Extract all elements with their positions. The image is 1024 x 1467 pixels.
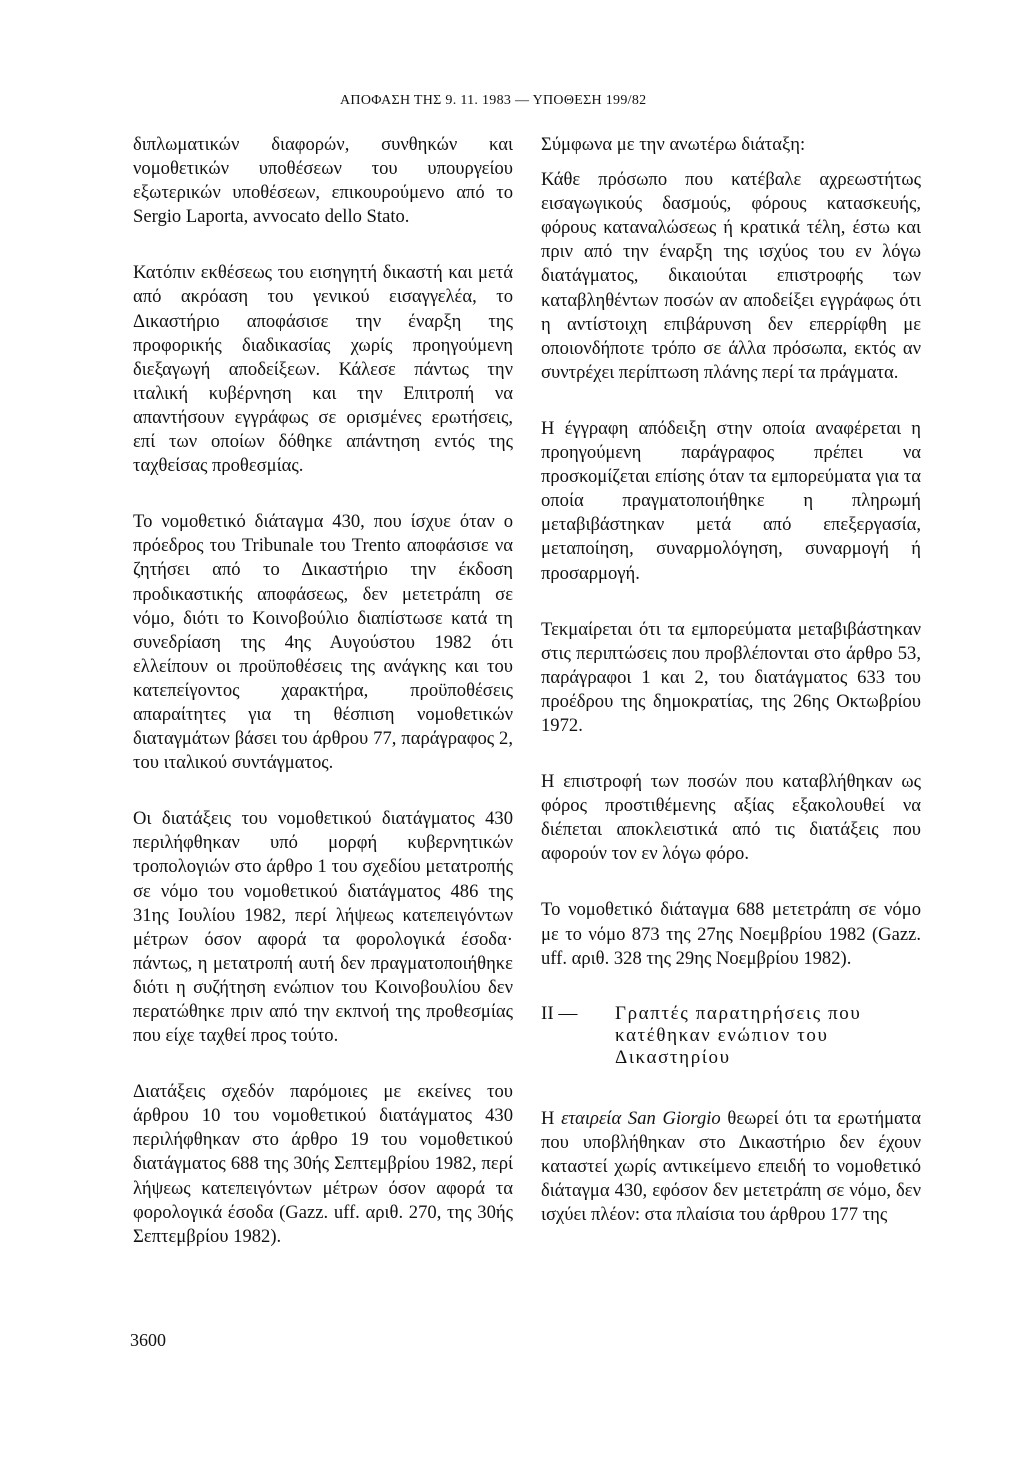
company-name: εταιρεία San Giorgio	[561, 1107, 721, 1129]
right-column	[541, 133, 921, 1259]
paragraph-provision-intro: Σύμφωνα με την ανωτέρω διάταξη:	[541, 134, 806, 155]
paragraph-refund-right: Κάθε πρόσωπο που κατέβαλε αχρεωστήτως εισαγωγικούς δασμούς, φόρους κατασκευής, φόρους καταναλώσεως ή κρατικά τέλη, έστω και πριν από την έναρξη της ισχύος του εν λόγω διατάγματος, δικαιούται επιστροφής των καταβληθέντων ποσών αν αποδείξει εγγράφως ότι η αντίστοιχη επιβάρυνση δεν επερρίφθη με οποιονδήποτε τρόπο σε άλλα πρόσωπα, εκτός αν συντρέχει περίπτωση πλάνης περί τα πράγματα.	[541, 169, 921, 383]
paragraph-decree-688: Διατάξεις σχεδόν παρόμοιες με εκείνες του άρθρου 10 του νομοθετικού διατάγματος 430 περιλήφθηκαν στο άρθρο 19 του νομοθετικού διατάγματος 688 της 30ής Σεπτεμβρίου 1982, περί λήψεως κατεπειγόντων μέτρων όσον αφορά τα φορολογικά έσοδα (Gazz. uff. αριθ. 270, της 30ής Σεπτεμβρίου 1982).	[133, 1081, 513, 1247]
paragraph-decree-430: Το νομοθετικό διάταγμα 430, που ίσχυε όταν ο πρόεδρος του Tribunale του Trento αποφάσισε να ζητήσει από το Δικαστήριο την έκδοση προδικαστικής αποφάσεως, δεν μετετράπη σε νόμο, διότι το Κοινοβούλιο διαπίστωσε κατά τη συνεδρίαση της 4ης Αυγούστου 1982 ότι ελλείπουν οι προϋποθέσεις της ανάγκης και του κατεπείγοντος χαρακτήρα, προϋποθέσεις απαραίτητες για τη θέσπιση νομοθετικών διαταγμάτων βάσει του άρθρου 77, παράγραφος 2, του ιταλικού συντάγματος.	[133, 511, 513, 774]
paragraph-conversion-law: Το νομοθετικό διάταγμα 688 μετετράπη σε νόμο με το νόμο 873 της 27ης Νοεμβρίου 1982 (Gazz. uff. αριθ. 328 της 29ης Νοεμβρίου 1982).	[541, 899, 921, 969]
paragraph-vat-refund: Η επιστροφή των ποσών που καταβλήθηκαν ως φόρος προστιθέμενης αξίας εξακολουθεί να διέπεται αποκλειστικά από τις διατάξεις που αφορούν τον εν λόγω φόρο.	[541, 771, 921, 865]
san-giorgio-prefix: Η	[541, 1107, 562, 1129]
section-heading	[541, 1003, 921, 1069]
paragraph-decree-486: Οι διατάξεις του νομοθετικού διατάγματος 430 περιλήφθηκαν υπό μορφή κυβερνητικών τροπολογιών στο άρθρο 1 του σχεδίου μετατροπής σε νόμο του νομοθετικού διατάγματος 486 της 31ης Ιουλίου 1982, περί λήψεως κατεπειγόντων μέτρων όσον αφορά τα φορολογικά έσοδα· πάντως, η μετατροπή αυτή δεν πραγματοποιήθηκε διότι η συζήτηση ενώπιον του Κοινοβουλίου δεν περατώθηκε πριν από την εκπνοή της προθεσμίας που είχε ταχθεί προς τούτο.	[133, 808, 513, 1047]
section-title: Γραπτές παρατηρήσεις που κατέθηκαν ενώπιον του Δικαστηρίου	[615, 1002, 862, 1068]
san-giorgio-text: θεωρεί ότι τα ερωτήματα που υποβλήθηκαν στο Δικαστήριο δεν έχουν καταστεί χωρίς αντικείμενο επειδή το νομοθετικό διάταγμα 430, εφόσον δεν μετετράπη σε νόμο, δεν ισχύει πλέον: στα πλαίσια του άρθρου 177 της	[541, 1107, 921, 1226]
paragraph-written-proof: Η έγγραφη απόδειξη στην οποία αναφέρεται η προηγούμενη παράγραφος πρέπει να προσκομίζεται επίσης όταν τα εμπορεύματα για τα οποία πραγματοποιήθηκε η πληρωμή μεταβιβάστηκαν μετά από επεξεργασία, μεταποίηση, συναρμολόγηση, συναρμογή ή προσαρμογή.	[541, 417, 921, 584]
page-number: 3600	[130, 1330, 166, 1350]
paragraph-representation: διπλωματικών διαφορών, συνθηκών και νομοθετικών υποθέσεων του υπουργείου εξωτερικών υποθέσεων, επικουρούμενο από το Sergio Laporta, avvocato dello Stato.	[133, 134, 513, 228]
running-header: ΑΠΟΦΑΣΗ ΤΗΣ 9. 11. 1983 — ΥΠΟΘΕΣΗ 199/82	[340, 93, 647, 108]
left-column	[133, 133, 513, 1281]
paragraph-procedure: Κατόπιν εκθέσεως του εισηγητή δικαστή και μετά από ακρόαση του γενικού εισαγγελέα, το Δικαστήριο αποφάσισε την έναρξη της προφορικής διαδικασίας χωρίς προηγούμενη διεξαγωγή αποδείξεων. Κάλεσε πάντως την ιταλική κυβέρνηση και την Επιτροπή να απαντήσουν εγγράφως σε ορισμένες ερωτήσεις, επί των οποίων δόθηκε απάντηση εντός της ταχθείσας προθεσμίας.	[133, 262, 513, 477]
section-number: II —	[541, 1002, 578, 1024]
paragraph-san-giorgio	[541, 1107, 921, 1227]
paragraph-presumption: Τεκμαίρεται ότι τα εμπορεύματα μεταβιβάστηκαν στις περιπτώσεις που προβλέπονται στο άρθρο 53, παράγραφοι 1 και 2, του διατάγματος 633 του προέδρου της δημοκρατίας, της 26ης Οκτωβρίου 1972.	[541, 618, 921, 736]
